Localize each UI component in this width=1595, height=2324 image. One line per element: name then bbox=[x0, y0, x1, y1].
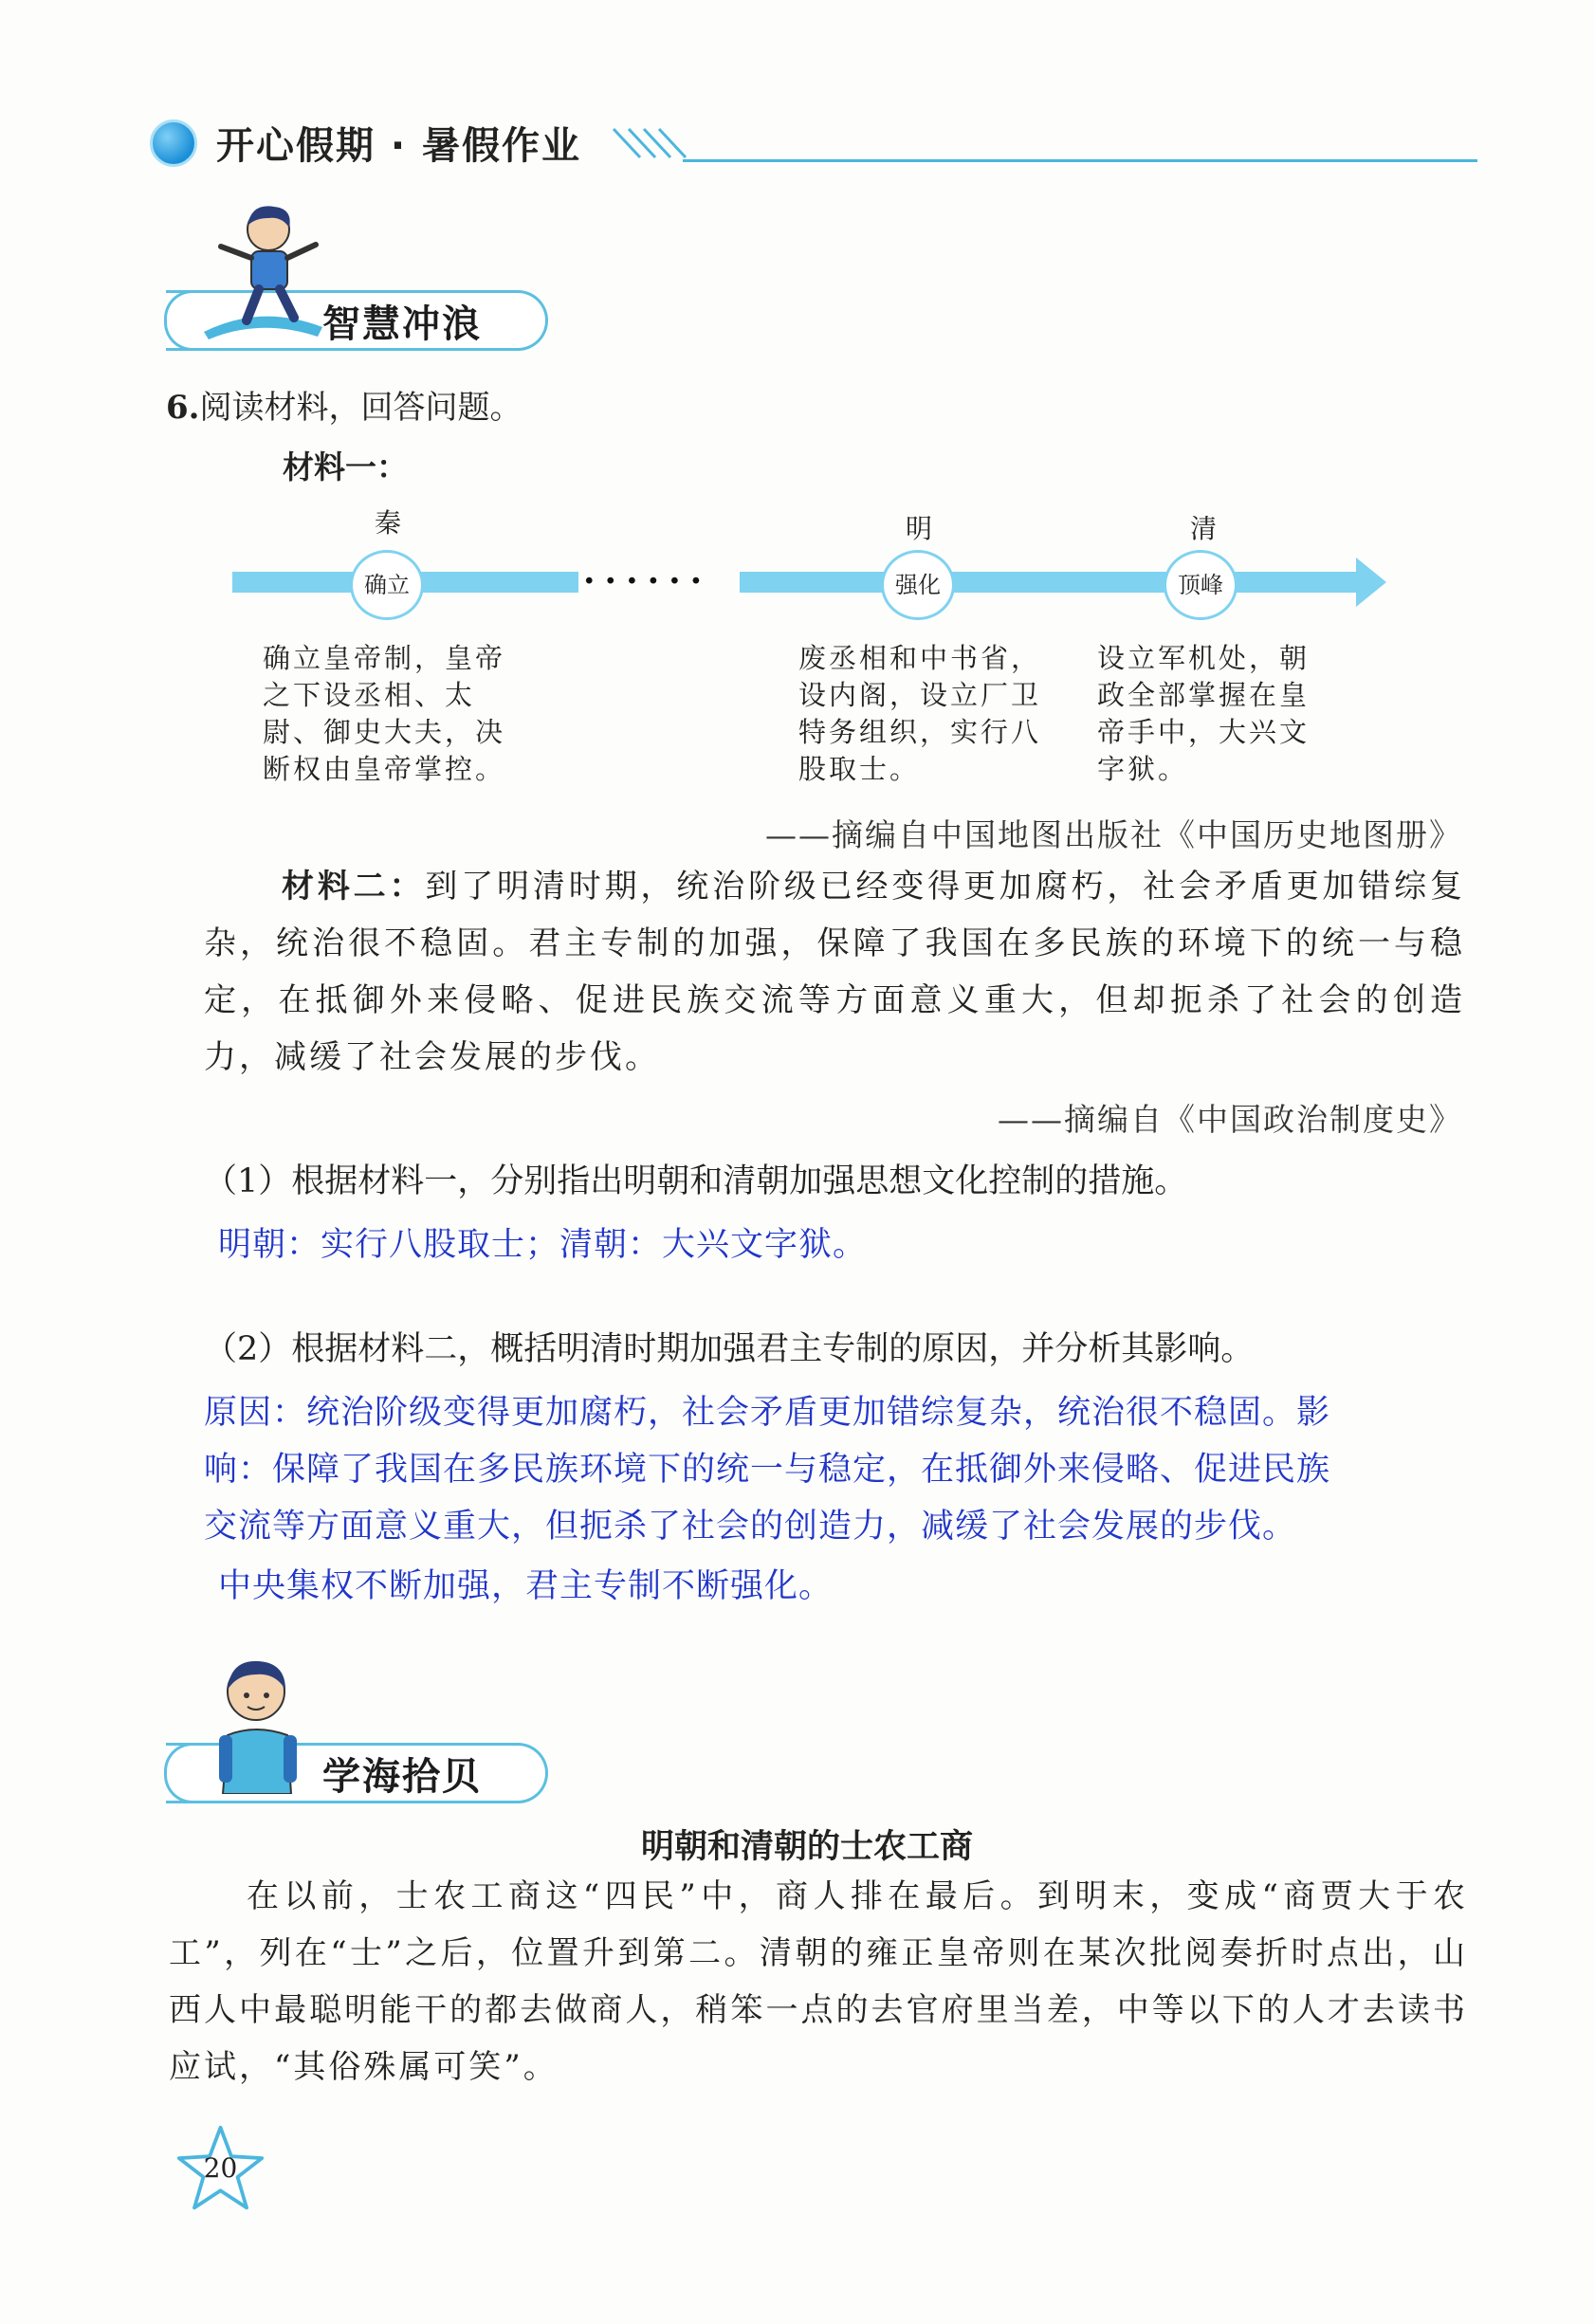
question-6 bbox=[166, 381, 522, 428]
section-banner-wisdom bbox=[166, 284, 555, 351]
material2-text: 到了明清时期，统治阶级已经变得更加腐朽，社会矛盾更加错综复杂，统治很不稳固。君主专制的加强，保障了我国在多民族的环境下的统一与稳定，在抵御外来侵略、促进民族交流等方面意义重大，但却扼杀了社会的创造力，减缓了社会发展的步伐。 bbox=[204, 868, 1465, 1076]
timeline-arrow-icon bbox=[1356, 558, 1386, 607]
era-ming: 明 bbox=[906, 513, 933, 544]
answer-1: 明朝：实行八股取士；清朝：大兴文字狱。 bbox=[218, 1226, 868, 1264]
header-hatch-icon bbox=[612, 125, 688, 159]
answer-2-line-1: 原因：统治阶级变得更加腐朽，社会矛盾更加错综复杂，统治很不稳固。影 bbox=[204, 1394, 1331, 1432]
page-number: 20 bbox=[203, 2152, 238, 2184]
material1-label: 材料一： bbox=[283, 448, 408, 485]
question-prompt: 阅读材料，回答问题。 bbox=[199, 389, 522, 427]
era-qin: 秦 bbox=[375, 507, 402, 539]
desc-qin: 确立皇帝制，皇帝 之下设丞相、太 尉、御史大夫，决 断权由皇帝掌控。 bbox=[263, 642, 506, 785]
page-header bbox=[142, 112, 1489, 169]
answer-2-line-4: 中央集权不断加强，君主专制不断强化。 bbox=[218, 1567, 834, 1605]
section-title: 智慧冲浪 bbox=[322, 302, 482, 346]
source-1: ——摘编自中国地图出版社《中国历史地图册》 bbox=[765, 816, 1462, 853]
timeline-bar-right bbox=[740, 572, 1361, 593]
source-2: ——摘编自《中国政治制度史》 bbox=[998, 1101, 1462, 1138]
dynasty-timeline bbox=[232, 503, 1437, 787]
surfing-boy-icon bbox=[194, 199, 327, 341]
header-circle-icon bbox=[150, 119, 197, 167]
desc-ming: 废丞相和中书省， 设内阁，设立厂卫 特务组织，实行八 股取士。 bbox=[798, 642, 1042, 785]
sub-question-2: （2）根据材料二，概括明清时期加强君主专制的原因，并分析其影响。 bbox=[204, 1330, 1255, 1368]
era-qing: 清 bbox=[1190, 513, 1218, 544]
question-number: 6. bbox=[166, 389, 200, 427]
schoolboy-icon bbox=[194, 1652, 327, 1794]
node-peak: 顶峰 bbox=[1164, 550, 1238, 620]
material2 bbox=[204, 858, 1465, 1086]
node-establish: 确立 bbox=[350, 550, 424, 620]
timeline-ellipsis: ······ bbox=[583, 561, 712, 601]
answer-2-line-2: 响：保障了我国在多民族环境下的统一与稳定，在抵御外来侵略、促进民族 bbox=[204, 1451, 1331, 1489]
section-banner-treasures bbox=[166, 1737, 555, 1803]
answer-2-line-3: 交流等方面意义重大，但扼杀了社会的创造力，减缓了社会发展的步伐。 bbox=[204, 1508, 1297, 1546]
desc-qing: 设立军机处，朝 政全部掌握在皇 帝手中，大兴文 字狱。 bbox=[1097, 642, 1311, 785]
sub-question-1: （1）根据材料一，分别指出明朝和清朝加强思想文化控制的措施。 bbox=[204, 1162, 1188, 1200]
header-rule bbox=[683, 159, 1477, 162]
header-title: 开心假期 · 暑假作业 bbox=[216, 124, 582, 168]
section-title: 学海拾贝 bbox=[322, 1755, 482, 1799]
node-strengthen: 强化 bbox=[881, 550, 955, 620]
article-title: 明朝和清朝的士农工商 bbox=[640, 1827, 973, 1866]
material2-label: 材料二： bbox=[282, 868, 426, 906]
article-text: 在以前，士农工商这“四民”中，商人排在最后。到明末，变成“商贾大于农工”，列在“士”之后，位置升到第二。清朝的雍正皇帝则在某次批阅奏折时点出，山西人中最聪明能干的都去做商人，稍笨一点的去官府里当差，中等以下的人才去读书应试，“其俗殊属可笑”。 bbox=[169, 1877, 1468, 2086]
